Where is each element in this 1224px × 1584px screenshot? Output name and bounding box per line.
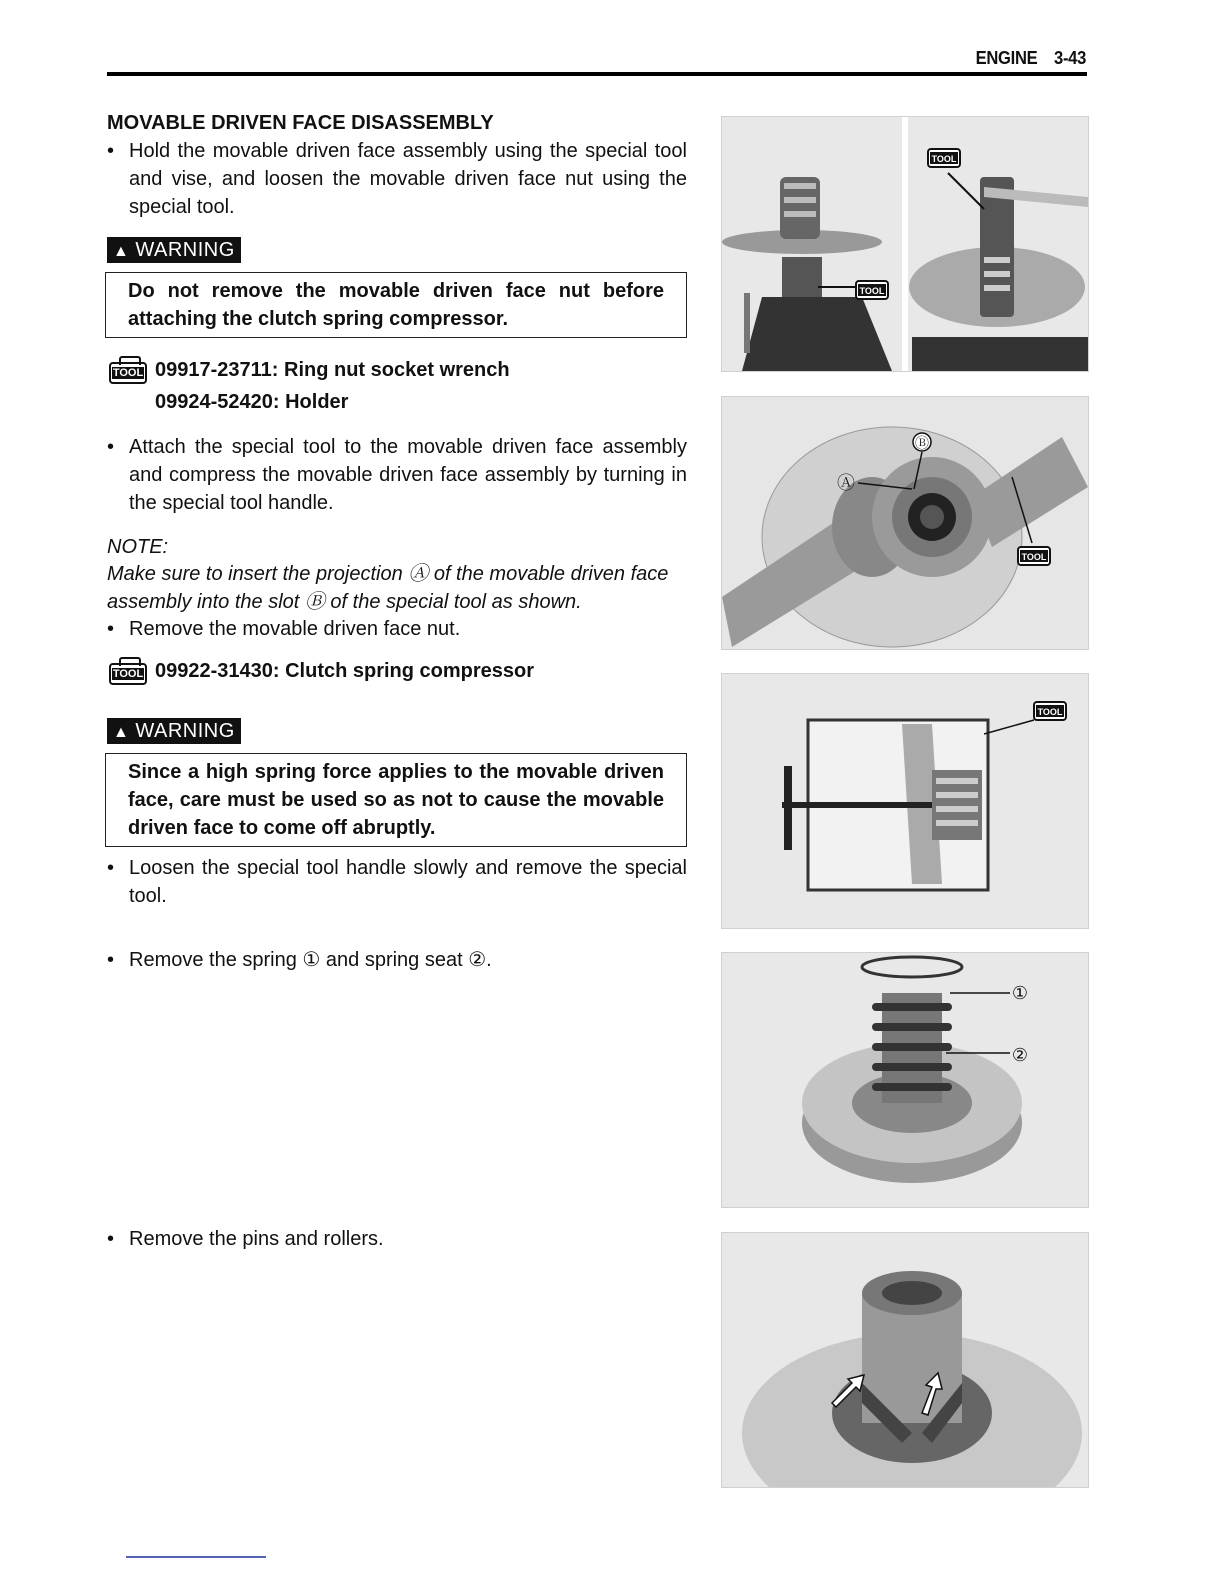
page-header [976,48,1086,69]
step-2 [107,433,687,517]
photo-clutch-spring-compressor [721,673,1089,929]
footer-link-line [126,1556,266,1558]
label-two: ② [1011,1045,1029,1066]
tool-item-1: 09917-23711: Ring nut socket wrench [155,359,510,381]
section-title: MOVABLE DRIVEN FACE DISASSEMBLY [107,112,494,134]
header-page-number: 3-43 [1053,48,1086,68]
header-section: ENGINE [975,48,1038,68]
tool-icon [856,281,888,299]
label-one: ① [1011,983,1029,1004]
svg-text:TOOL: TOOL [1021,552,1047,562]
bullet-dot: • [107,436,115,458]
warning-label-2 [107,718,241,744]
step-5-text: Remove the spring ① and spring seat ②. [129,949,492,971]
tool-item-2: 09924-52420: Holder [155,391,349,413]
note-title: NOTE: [107,536,169,558]
bullet-dot: • [107,857,115,879]
bullet-dot: • [107,1228,115,1250]
note-text: Make sure to insert the projection Ⓐ of the movable driven face assembly into the slot Ⓑ of the special tool as shown. [107,563,669,613]
bullet-dot: • [107,949,115,971]
step-3-text: Remove the movable driven face nut. [129,618,461,640]
warning-1-text: Do not remove the movable driven face nut before attaching the clutch spring compressor. [128,280,664,330]
step-6 [107,1225,687,1253]
tool-item-3: 09922-31430: Clutch spring compressor [155,660,535,682]
photo-pins-and-rollers [721,1232,1089,1488]
warning-label-text: WARNING [135,239,235,261]
label-a: Ⓐ [837,473,855,494]
step-5 [107,946,687,974]
step-1 [107,137,687,221]
step-3 [107,615,687,643]
tool-icon: TOOL [109,663,147,685]
svg-text:TOOL: TOOL [859,286,885,296]
warning-box-1 [105,272,687,338]
tool-icon: TOOL [109,362,147,384]
step-4 [107,854,687,910]
step-4-text: Loosen the special tool handle slowly and remove the special tool. [129,857,687,907]
warning-triangle-icon: ▲ [113,724,130,741]
warning-label-1 [107,237,241,263]
header-rule [107,72,1087,76]
warning-label-text: WARNING [135,720,235,742]
warning-triangle-icon: ▲ [113,243,130,260]
bullet-dot: • [107,140,115,162]
photo-compressor-attached [721,396,1089,650]
warning-box-2 [105,753,687,847]
svg-text:TOOL: TOOL [1037,707,1063,717]
svg-text:TOOL: TOOL [931,154,957,164]
step-6-text: Remove the pins and rollers. [129,1228,384,1250]
label-b: Ⓑ [915,436,929,452]
tool-icon [1018,547,1050,565]
step-1-text: Hold the movable driven face assembly using the special tool and vise, and loosen the movable driven face nut using the special tool. [129,140,687,218]
bullet-dot: • [107,618,115,640]
warning-2-text: Since a high spring force applies to the movable driven face, care must be used so as not to cause the movable driven face to come off abruptly. [128,761,664,839]
photo-holder-and-wrench [721,116,1089,372]
tool-icon [1034,702,1066,720]
photo-spring-and-seat [721,952,1089,1208]
tool-icon [928,149,960,167]
step-2-text: Attach the special tool to the movable driven face assembly and compress the movable driven face assembly by turning in the special tool handle. [129,436,687,514]
